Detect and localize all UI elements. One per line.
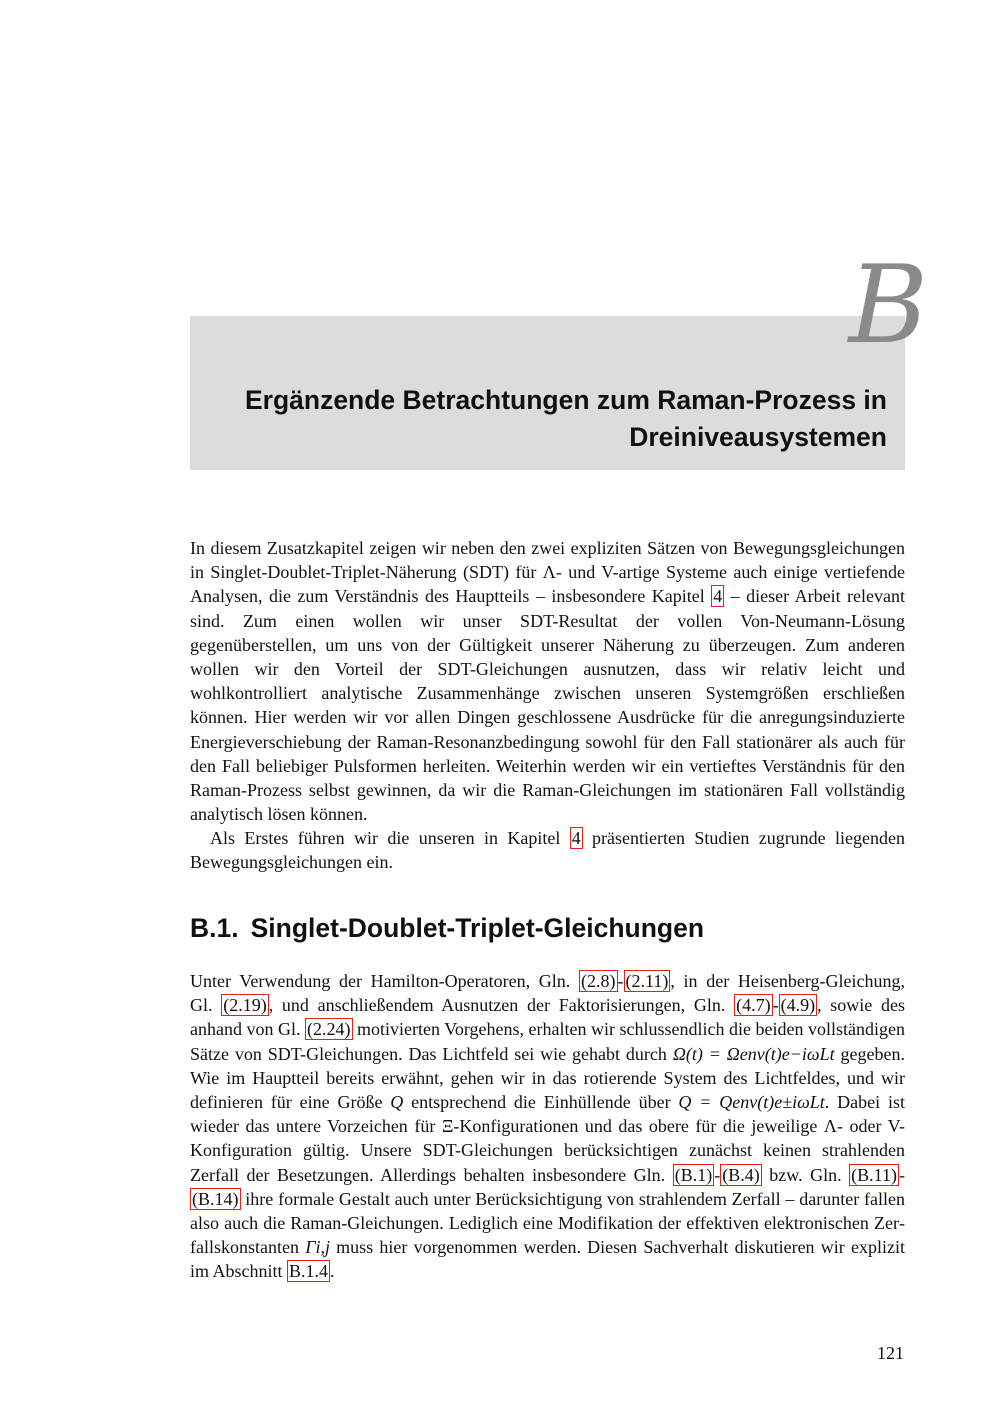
chapter-title [245, 382, 887, 456]
equation-light-field: Ω(t) = Ωenv(t)e−iωLt [672, 1043, 835, 1064]
chapter-4-link-2[interactable]: 4 [571, 828, 581, 848]
eq-ref-2-19[interactable]: (2.19) [223, 995, 267, 1016]
section-number: B.1. [190, 913, 239, 943]
gamma-symbol: Γi,j [305, 1237, 330, 1258]
section-paragraph: Unter Verwendung der Hamilton-Operatoren, Gln. (2.8) - (2.11) , in der Heisenberg-Gleichung, Gl. (2.19) , und anschließendem Ausnutzen der Faktorisierungen, Gln. (4.7) - (4.9) , sowie des anhand von Gl. (2.24) motivierten Vorgehens, erhalten wir schlussendlich die beiden vollständigen Sätze von SDT-Gleichungen. Das Lichtfeld sei wie gehabt durch Ω(t) = Ωenv(t)e−iωLt gegeben. Wie im Hauptteil bereits erwähnt, gehen wir in das rotierende System des Lichtfeldes, und wir definieren für eine Größe Q entsprechend die Einhüllende über Q = Qenv(t)e±iωLt. Dabei ist wieder das untere Vorzeichen für Ξ-Konfigurationen und das obere für die jeweilige Λ- oder V-Konfiguration gültig. Unsere SDT-Gleichungen berücksichtigen zunächst keinen strahlenden Zerfall der Besetzungen. Allerdings behalten insbesondere Gln. (B.1) - (B.4) bzw. Gln. (B.11) -(B.14) ihre formale Gestalt auch unter Berücksichtigung von strahlendem Zerfall – darunter fallen also auch die Raman-Gleichungen. Lediglich eine Modifikation der effektiven elektronischen Zerfallskonstanten Γi,j muss hier vorgenommen werden. Diesen Sachverhalt diskutieren wir explizit im Abschnitt B.1.4 . [190, 971, 906, 1282]
chapter-title-line-1: Ergänzende Betrachtungen zum Raman-Prozess in [244, 385, 887, 415]
chapter-header-box [190, 316, 905, 470]
eq-ref-4-7[interactable]: (4.7) [736, 995, 771, 1016]
section-heading [190, 913, 704, 944]
quantity-q: Q [390, 1092, 404, 1113]
eq-ref-2-11[interactable]: (2.11) [625, 971, 669, 991]
eq-ref-2-24[interactable]: (2.24) [307, 1019, 351, 1040]
page-number: 121 [877, 1343, 904, 1363]
intro-paragraph-1: In diesem Zusatzkapitel zeigen wir neben den zwei expliziten Sätzen von Bewegungsgleichungen in Singlet-Doublet-Triplet-Näherung (SDT) für Λ- und V-artige Systeme auch einige vertiefende Analysen, die zum Verständnis des Hauptteils – insbesondere Kapitel 4 – dieser Arbeit relevant sind. Zum einen wollen wir unser SDT-Resultat der vollen Von-Neumann-Lösung gegenüberstellen, um uns von der Gültigkeit unserer Näherung zu überzeugen. Zum anderen wollen wir den Vorteil der SDT-Gleichungen ausnutzen, dass wir relativ leicht und wohlkontrolliert analytische Zusammenhänge zwischen unseren Systemgrößen erschließen können. Hier werden wir vor allen Dingen geschlossene Ausdrücke für die anregungsinduzierte Energieverschiebung der Raman-Resonanzbedingung sowohl für den Fall stationärer als auch für den Fall beliebiger Pulsformen herleiten. Weiterhin werden wir ein vertieftes Verständnis für den Raman-Prozess selbst gewinnen, da wir die Raman-Gleichungen im stationären Fall vollständig analytisch lösen können. [190, 538, 905, 825]
section-ref-b-1-4[interactable]: B.1.4 [289, 1261, 329, 1282]
chapter-letter: B [848, 243, 928, 368]
chapter-title-line-2: Dreiniveausystemen [629, 422, 887, 452]
eq-ref-4-9[interactable]: (4.9) [780, 995, 816, 1016]
eq-ref-b-4[interactable]: (B.4) [722, 1164, 760, 1185]
intro-paragraph-2: Als Erstes führen wir die unseren in Kapitel 4 präsentierten Studien zugrunde liegenden Bewegungsgleichungen ein. [190, 828, 905, 873]
eq-ref-b-1[interactable]: (B.1) [674, 1164, 713, 1185]
equation-envelope: Q = Qenv(t)e±iωLt [678, 1092, 825, 1113]
eq-ref-b-11[interactable]: (B.11) [851, 1164, 897, 1185]
eq-ref-2-8[interactable]: (2.8) [581, 971, 616, 991]
eq-ref-b-14[interactable]: (B.14) [192, 1188, 239, 1209]
chapter-4-link[interactable]: 4 [713, 586, 723, 607]
section-title: Singlet-Doublet-Triplet-Gleichungen [250, 913, 705, 943]
